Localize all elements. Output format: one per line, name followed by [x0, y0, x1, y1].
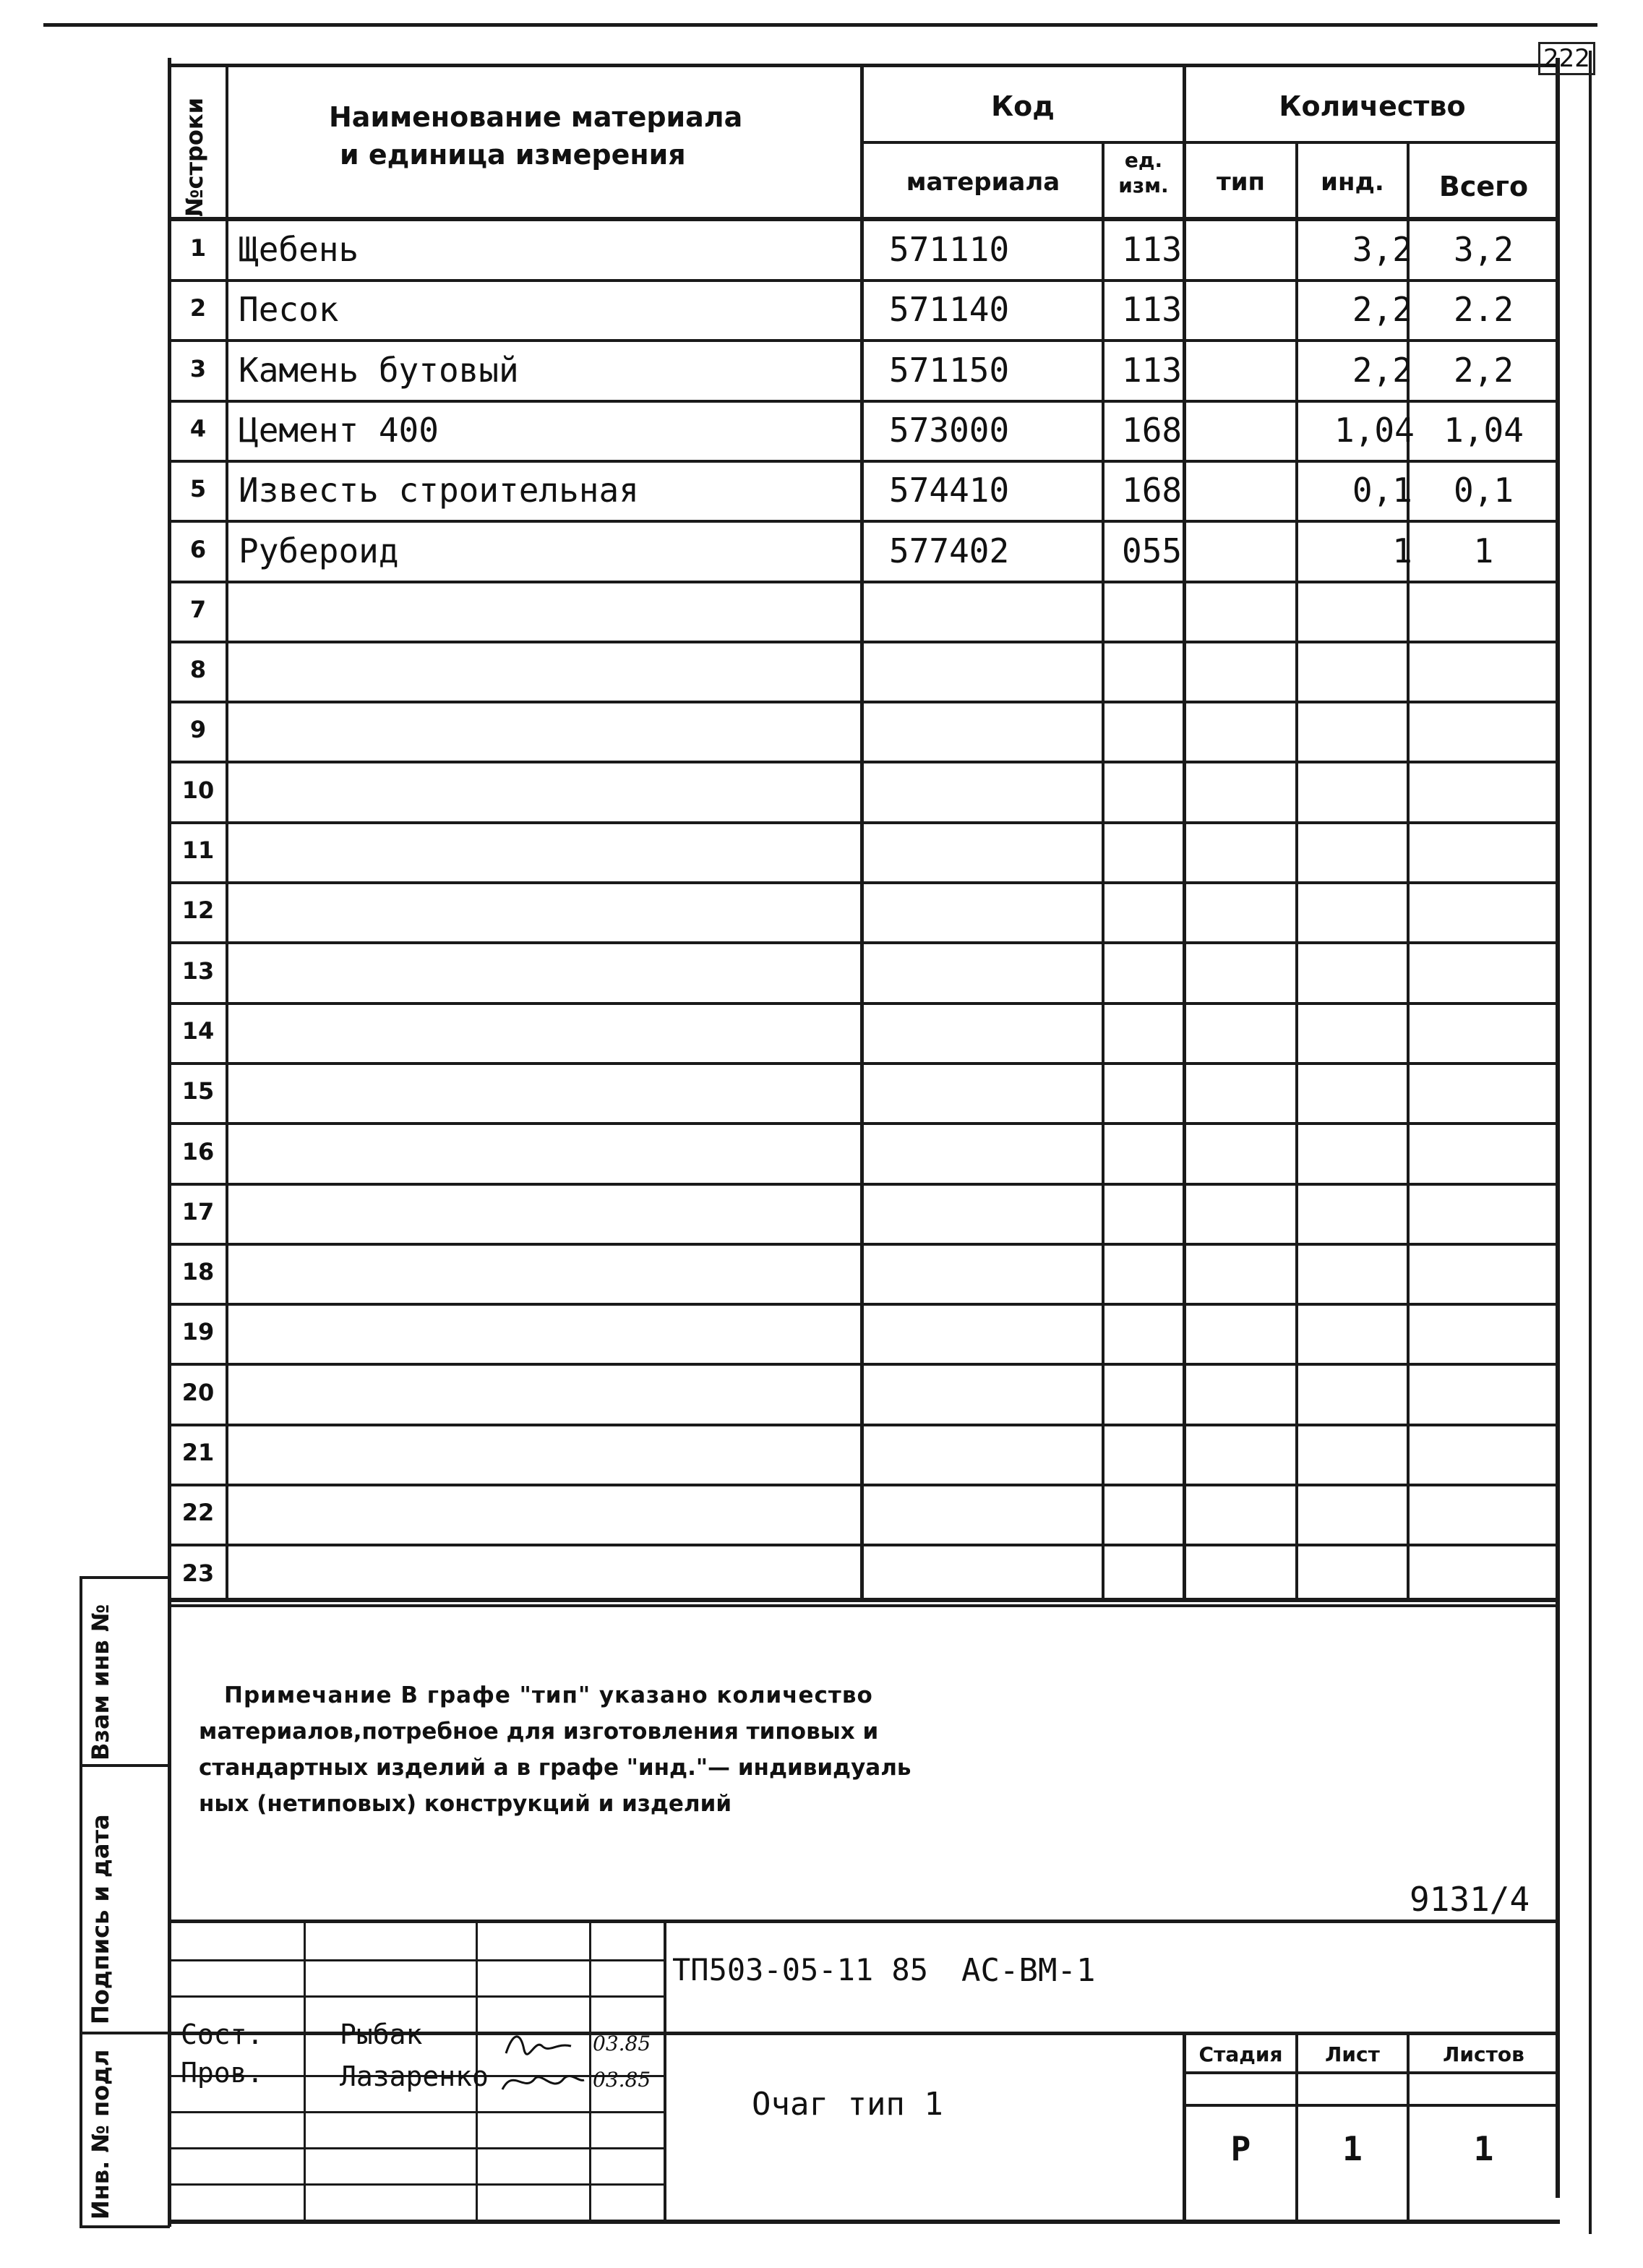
table-row [171, 523, 1558, 583]
tb-r5 [168, 2111, 666, 2113]
table-row [171, 1305, 1558, 1365]
side-stamp-outer-line [80, 1576, 82, 2227]
side-stamp-inv-podl: Инв. № подл [87, 2049, 114, 2220]
qty-ind: 1,04 [1334, 411, 1415, 450]
tb-stage-rule [1183, 2071, 1560, 2074]
unit-code: 113 [1122, 290, 1183, 329]
material-name: Цемент 400 [239, 411, 439, 450]
qty-ind: 2,2 [1352, 351, 1412, 390]
tb-bottom [168, 2220, 1560, 2224]
row-number: 3 [189, 355, 207, 382]
tb-sheets-label: Листов [1443, 2042, 1524, 2066]
table-row [171, 1004, 1558, 1064]
row-number: 18 [181, 1258, 215, 1285]
unit-code: 168 [1122, 411, 1183, 450]
table-row [171, 1064, 1558, 1124]
table-bottom-rule [168, 1598, 1560, 1602]
material-name: Рубероид [239, 531, 399, 570]
table-row [171, 703, 1558, 763]
table-row [171, 944, 1558, 1004]
qty-ind: 2,2 [1352, 290, 1412, 329]
table-row [171, 1426, 1558, 1486]
side-stamp-inner-line [168, 1576, 171, 2227]
outer-right-rule [1589, 51, 1592, 2234]
row-number: 13 [181, 957, 215, 985]
table-row [171, 1245, 1558, 1305]
header-unit-line1: ед. [1124, 148, 1163, 172]
header-qty: Количество [1279, 90, 1466, 122]
table-row [171, 643, 1558, 703]
header-qty-type: тип [1216, 168, 1266, 197]
tb-date-1: 03.85 [593, 2032, 651, 2055]
tb-sheets: 1 [1473, 2129, 1494, 2168]
tb-date-2: 03.85 [593, 2068, 651, 2092]
tb-stage-label: Стадия [1198, 2042, 1283, 2066]
material-name: Щебень [239, 230, 359, 269]
qty-ind: 3,2 [1352, 230, 1412, 269]
qty-ind: 1 [1392, 531, 1412, 570]
tb-stage: Р [1230, 2129, 1251, 2168]
row-number: 15 [181, 1077, 215, 1105]
material-name: Камень бутовый [239, 351, 519, 390]
row-number: 4 [189, 415, 207, 442]
header-name-line2: и единица измерения [340, 139, 686, 171]
material-code: 571110 [889, 230, 1010, 269]
row-number: 19 [181, 1318, 215, 1345]
row-number: 23 [181, 1559, 215, 1587]
tb-r1 [168, 1959, 666, 1961]
row-number: 22 [181, 1499, 215, 1526]
table-row [171, 342, 1558, 402]
table-row [171, 823, 1558, 883]
header-code: Код [991, 90, 1055, 122]
side-stamp-top [80, 1576, 170, 1579]
side-stamp-div1 [80, 1764, 170, 1767]
table-row [171, 281, 1558, 341]
note-line3: стандартных изделий а в графе "инд."— индивидуаль [199, 1755, 911, 1781]
tb-title: Очаг тип 1 [752, 2086, 943, 2123]
material-code: 577402 [889, 531, 1010, 570]
material-code: 571140 [889, 290, 1010, 329]
side-stamp-div2 [80, 2032, 170, 2034]
sheet-corner-number: 222 [1538, 42, 1595, 75]
row-number: 1 [189, 234, 207, 262]
tb-c4 [664, 1920, 666, 2223]
table-row [171, 583, 1558, 643]
table-row [171, 1486, 1558, 1546]
row-number: 7 [189, 596, 207, 623]
row-number: 9 [189, 716, 207, 743]
table-row [171, 1366, 1558, 1426]
qty-ind: 0,1 [1352, 471, 1412, 510]
tb-project-code: ТП503-05-11 85 [672, 1952, 929, 1987]
row-number: 6 [189, 536, 207, 563]
table-row [171, 221, 1558, 281]
signature-2 [499, 2064, 585, 2100]
qty-total: 1,04 [1443, 411, 1524, 450]
tb-top [168, 1920, 1560, 1923]
row-number: 14 [181, 1017, 215, 1045]
row-number: 20 [181, 1379, 215, 1406]
tb-drawing-code: АС-ВМ-1 [961, 1952, 1096, 1989]
note-line2: материалов,потребное для изготовления типовых и [199, 1719, 879, 1745]
tb-role-2: Пров. [181, 2057, 264, 2089]
row-number: 10 [181, 776, 215, 804]
doc-ref: 9131/4 [1410, 1880, 1530, 1919]
header-rownum: №строки [181, 97, 208, 217]
tb-r7 [168, 2183, 666, 2186]
top-rule [43, 23, 1597, 27]
table-row [171, 1185, 1558, 1245]
tb-c3 [589, 1920, 591, 2223]
header-qty-ind: инд. [1321, 168, 1384, 197]
unit-code: 168 [1122, 471, 1183, 510]
material-code: 573000 [889, 411, 1010, 450]
header-code-material: материала [906, 168, 1060, 197]
row-number: 17 [181, 1198, 215, 1225]
material-code: 574410 [889, 471, 1010, 510]
row-number: 5 [189, 475, 207, 502]
table-row [171, 883, 1558, 943]
tb-name-1: Рыбак [340, 2019, 423, 2050]
row-number: 12 [181, 896, 215, 924]
qty-total: 3,2 [1453, 230, 1514, 269]
side-stamp-vzam-inv: Взам инв № [87, 1604, 114, 1760]
unit-code: 113 [1122, 351, 1183, 390]
material-code: 571150 [889, 351, 1010, 390]
qty-total: 0,1 [1453, 471, 1514, 510]
row-number: 16 [181, 1138, 215, 1165]
tb-role-1: Сост. [181, 2019, 264, 2050]
tb-c1 [304, 1920, 306, 2223]
row-number: 2 [189, 294, 207, 322]
frame-top [168, 64, 1560, 67]
side-stamp-bottom [80, 2225, 170, 2228]
tb-name-2: Лазаренко [340, 2061, 489, 2092]
row-number: 11 [181, 836, 215, 864]
row-separator [171, 1604, 1560, 1607]
tb-sheet-label: Лист [1325, 2042, 1380, 2066]
tb-sheet: 1 [1342, 2129, 1363, 2168]
table-row [171, 402, 1558, 462]
note-line1: Примечание В графе "тип" указано количество [224, 1682, 873, 1708]
tb-stage-rule2 [1183, 2104, 1560, 2107]
header-qty-total: Всего [1438, 171, 1529, 202]
header-name-line1: Наименование материала [329, 101, 743, 133]
header-unit-line2: изм. [1118, 174, 1169, 197]
unit-code: 055 [1122, 531, 1183, 570]
tb-r2 [168, 1995, 666, 1998]
row-number: 21 [181, 1439, 215, 1466]
table-row [171, 1125, 1558, 1185]
side-stamp-podpis-data: Подпись и дата [87, 1814, 114, 2024]
note-line4: ных (нетиповых) конструкций и изделий [199, 1791, 732, 1817]
qty-total: 1 [1473, 531, 1494, 570]
table-row [171, 462, 1558, 522]
header-mid-rule [860, 141, 1560, 144]
signature-1 [499, 2024, 578, 2068]
qty-total: 2.2 [1453, 290, 1514, 329]
material-name: Песок [239, 290, 339, 329]
row-number: 8 [189, 656, 207, 683]
tb-r6 [168, 2147, 666, 2149]
table-row [171, 763, 1558, 823]
unit-code: 113 [1122, 230, 1183, 269]
material-name: Известь строительная [239, 471, 639, 510]
qty-total: 2,2 [1453, 351, 1514, 390]
